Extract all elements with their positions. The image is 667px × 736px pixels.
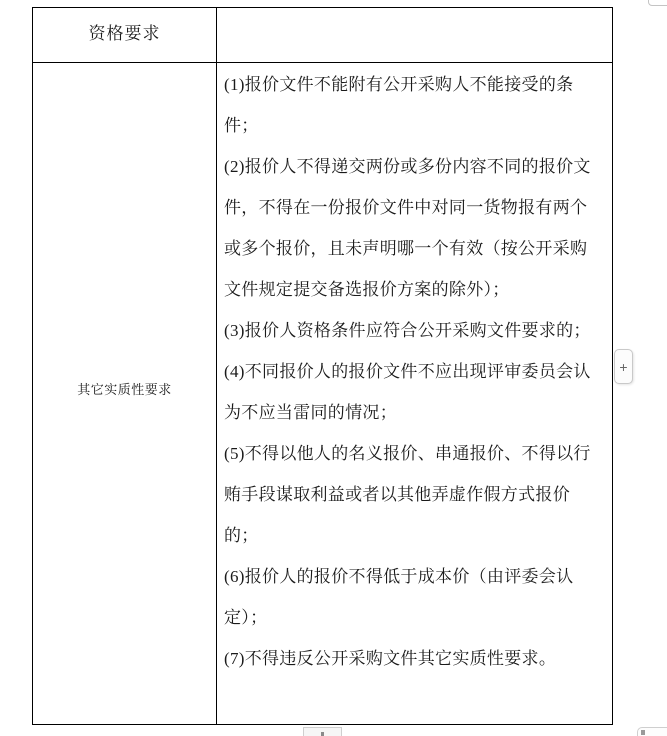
qualification-requirements-label: 资格要求 <box>88 23 161 43</box>
requirement-paragraph: (2)报价人不得递交两份或多份内容不同的报价文件，不得在一份报价文件中对同一货物报有两个或多个报价，且未声明哪一个有效（按公开采购文件规定提交备选报价方案的除外）； <box>224 157 591 299</box>
requirement-paragraph: (6)报价人的报价不得低于成本价（由评委会认定）； <box>224 567 574 627</box>
requirement-paragraph: (4)不同报价人的报价文件不应出现评审委员会认为不应当雷同的情况； <box>224 362 591 422</box>
table-row <box>33 8 613 63</box>
requirement-paragraph: (5)不得以他人的名义报价、串通报价、不得以行贿手段谋取利益或者以其他弄虚作假方式报价的； <box>224 444 591 545</box>
other-substantive-requirements-content-cell <box>217 63 613 725</box>
partial-button-bottom-right[interactable] <box>637 727 667 736</box>
requirement-paragraph: (1)报价文件不能附有公开采购人不能接受的条件； <box>224 75 574 135</box>
other-substantive-requirements-label-cell <box>33 63 217 725</box>
expand-plus-button[interactable] <box>614 349 633 384</box>
other-substantive-requirements-label: 其它实质性要求 <box>77 382 172 397</box>
qualification-requirements-label-cell <box>33 8 217 63</box>
table-row <box>33 63 613 725</box>
requirement-paragraph: (7)不得违反公开采购文件其它实质性要求。 <box>224 649 557 668</box>
partial-panel-top-right <box>648 0 667 6</box>
qualification-requirements-value-cell <box>217 8 613 63</box>
partial-button-glyph <box>321 732 324 736</box>
partial-button-bottom-center[interactable] <box>303 727 342 736</box>
requirements-table <box>32 7 613 725</box>
partial-button-glyph <box>641 730 645 735</box>
requirement-paragraph: (3)报价人资格条件应符合公开采购文件要求的； <box>224 321 591 340</box>
plus-icon: + <box>619 358 628 375</box>
